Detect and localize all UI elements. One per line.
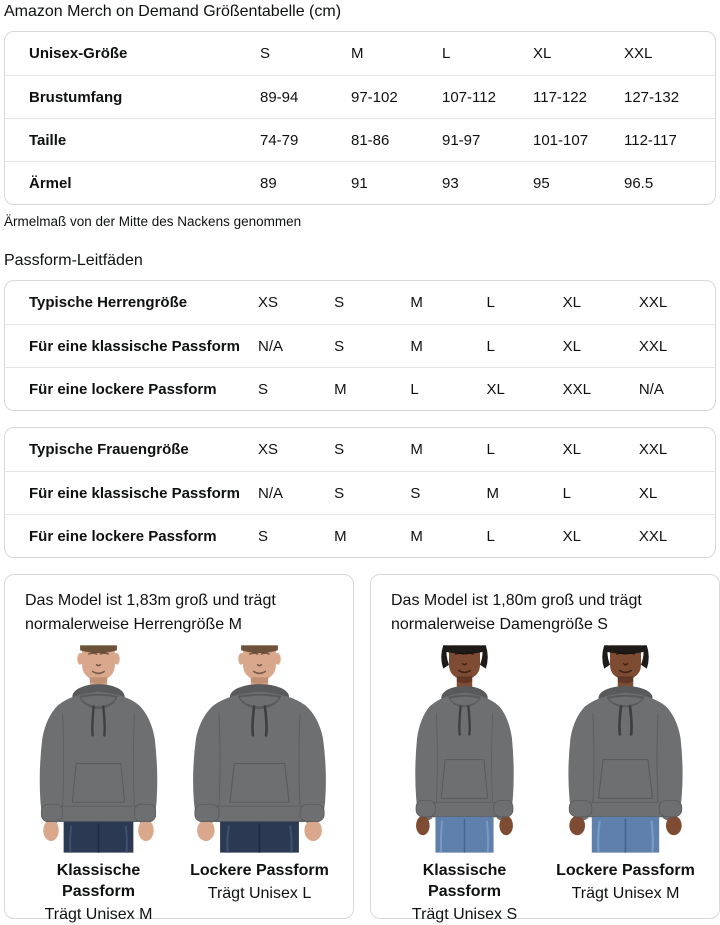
- table-row: [5, 161, 715, 204]
- cell: XXL: [562, 380, 592, 398]
- cell: 81-86: [351, 131, 390, 149]
- cell: L: [410, 380, 419, 398]
- male-loose-fit-figure: [182, 643, 337, 925]
- cell: S: [334, 441, 345, 458]
- model-head: [602, 645, 649, 692]
- fit-label: Klassische Passform: [422, 862, 507, 900]
- cell: XL: [486, 380, 505, 398]
- cell: XL: [562, 337, 582, 355]
- model-head: [441, 645, 488, 692]
- table-row: [5, 471, 715, 514]
- size-label: Trägt Unisex L: [207, 885, 312, 902]
- row-label: Typische Herrengröße: [29, 294, 188, 311]
- female-loose-fit-figure: [548, 643, 703, 925]
- cell: M: [410, 337, 423, 355]
- cell: L: [442, 45, 451, 62]
- cell: M: [410, 441, 423, 458]
- male-classic-fit-figure: [21, 643, 176, 925]
- table-row: [5, 281, 715, 324]
- page-title: Amazon Merch on Demand Größentabelle (cm): [4, 3, 342, 20]
- cell: L: [486, 527, 495, 545]
- cell: L: [486, 294, 495, 311]
- row-label: Für eine klassische Passform: [29, 484, 240, 502]
- cell: XL: [533, 45, 552, 62]
- table-row: [5, 118, 715, 161]
- cell: N/A: [638, 380, 664, 398]
- row-label: Brustumfang: [29, 88, 123, 106]
- cell: 96.5: [624, 174, 654, 192]
- fit-label: Klassische Passform: [56, 862, 141, 900]
- hoodie-torso: [40, 684, 158, 853]
- male-model-classic-photo: [21, 643, 176, 855]
- size-label: Trägt Unisex M: [571, 885, 680, 902]
- cell: XS: [258, 294, 279, 311]
- cell: S: [334, 337, 345, 355]
- cell: 89-94: [260, 88, 299, 106]
- cell: XL: [562, 441, 582, 458]
- cell: XL: [562, 527, 582, 545]
- hoodie-torso: [193, 684, 326, 853]
- hoodie-torso: [568, 686, 682, 853]
- fit-table-men: [4, 280, 716, 411]
- cell: L: [486, 441, 495, 458]
- cell: S: [260, 45, 271, 62]
- cell: M: [334, 380, 347, 398]
- cell: S: [410, 484, 421, 502]
- cell: 107-112: [442, 88, 496, 106]
- row-label: Für eine lockere Passform: [29, 380, 217, 398]
- cell: XL: [562, 294, 582, 311]
- cell: XXL: [624, 45, 653, 62]
- cell: 101-107: [533, 131, 589, 149]
- cell: L: [486, 337, 495, 355]
- row-label: Für eine lockere Passform: [29, 527, 217, 545]
- hoodie-torso: [415, 686, 513, 853]
- cell: 91-97: [442, 131, 481, 149]
- cell: M: [334, 527, 347, 545]
- fit-label: Lockere Passform: [556, 862, 695, 879]
- female-model-classic-photo: [387, 643, 542, 855]
- cell: XXL: [638, 527, 668, 545]
- size-table: [4, 31, 716, 205]
- row-label: Für eine klassische Passform: [29, 337, 240, 355]
- cell: S: [334, 484, 345, 502]
- table-row: [5, 32, 715, 75]
- fit-label: Lockere Passform: [190, 862, 329, 879]
- table-row: [5, 75, 715, 118]
- size-label: Trägt Unisex S: [411, 906, 518, 923]
- cell: XL: [638, 484, 658, 502]
- cell: S: [334, 294, 345, 311]
- female-model-card: [370, 574, 720, 923]
- female-classic-fit-figure: [387, 643, 542, 925]
- table-row: [5, 428, 715, 471]
- cell: L: [562, 484, 571, 502]
- size-label: Trägt Unisex M: [44, 906, 153, 923]
- male-model-loose-photo: [182, 643, 337, 855]
- cell: N/A: [258, 337, 284, 355]
- table-row: [5, 324, 715, 367]
- cell: XXL: [638, 441, 668, 458]
- cell: 97-102: [351, 88, 398, 106]
- fit-guides-title: Passform-Leitfäden: [4, 252, 143, 269]
- table-row: [5, 367, 715, 410]
- cell: M: [410, 527, 423, 545]
- cell: XXL: [638, 294, 668, 311]
- cell: M: [486, 484, 499, 502]
- model-cards: [4, 574, 716, 923]
- cell: S: [258, 380, 269, 398]
- cell: 74-79: [260, 131, 299, 149]
- cell: N/A: [258, 484, 284, 502]
- fit-table-women: [4, 427, 716, 558]
- row-label: Unisex-Größe: [29, 45, 128, 62]
- row-label: Typische Frauengröße: [29, 441, 189, 458]
- cell: XS: [258, 441, 279, 458]
- row-label: Taille: [29, 131, 67, 149]
- cell: 95: [533, 174, 550, 192]
- cell: M: [410, 294, 423, 311]
- sleeve-measure-note: Ärmelmaß von der Mitte des Nackens genommen: [4, 214, 302, 229]
- cell: 91: [351, 174, 368, 192]
- cell: 89: [260, 174, 277, 192]
- male-model-card: [4, 574, 354, 923]
- row-label: Ärmel: [29, 174, 72, 192]
- cell: M: [351, 45, 364, 62]
- cell: S: [258, 527, 269, 545]
- female-model-description: Das Model ist 1,80m groß und trägt normalerweise Damengröße S: [391, 592, 642, 633]
- table-row: [5, 514, 715, 557]
- cell: XXL: [638, 337, 668, 355]
- cell: 93: [442, 174, 459, 192]
- cell: 117-122: [533, 88, 587, 106]
- male-model-description: Das Model ist 1,83m groß und trägt normalerweise Herrengröße M: [25, 592, 276, 633]
- cell: 112-117: [624, 131, 677, 149]
- female-model-loose-photo: [548, 643, 703, 855]
- cell: 127-132: [624, 88, 680, 106]
